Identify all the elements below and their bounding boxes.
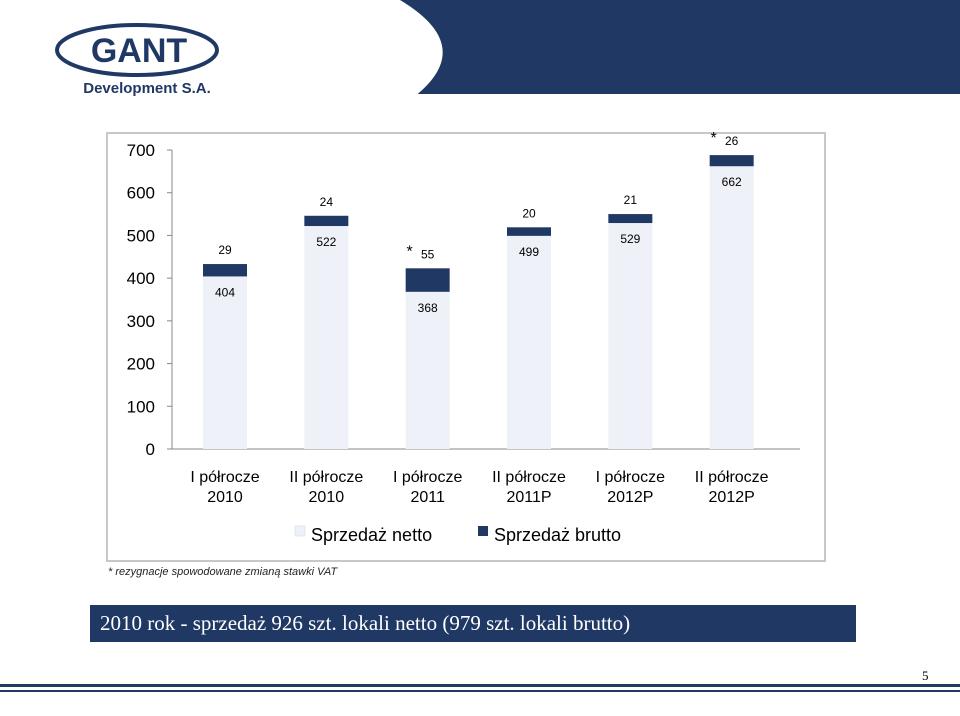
legend-swatch-netto <box>295 526 305 536</box>
y-tick-label: 200 <box>126 354 155 374</box>
bar-brutto <box>608 214 652 223</box>
footer-divider-thin <box>0 690 960 692</box>
x-tick-label-line2: 2010 <box>308 489 345 506</box>
y-tick-label: 0 <box>145 440 155 459</box>
y-tick-label: 100 <box>126 397 155 417</box>
x-tick-label-line1: II półrocze <box>694 469 769 486</box>
footer-divider <box>0 684 960 687</box>
bar-brutto <box>406 268 450 291</box>
logo-main-text: GANT <box>90 32 188 70</box>
summary-banner: 2010 rok - sprzedaż 926 szt. lokali netto (979 szt. lokali brutto) <box>90 605 856 642</box>
data-label-brutto: 29 <box>218 243 232 258</box>
bar-brutto <box>203 264 247 276</box>
y-tick-label: 500 <box>126 226 155 246</box>
x-tick-label-line1: II półrocze <box>492 469 566 486</box>
bar-netto <box>608 223 652 449</box>
data-label-netto: 522 <box>316 235 337 250</box>
x-tick-label-line2: 2011 <box>410 489 445 506</box>
bar-netto <box>406 292 450 449</box>
data-label-brutto: 21 <box>623 193 638 208</box>
footnote: * rezygnacje spowodowane zmianą stawki VAT <box>108 566 338 578</box>
x-tick-label-line1: I półrocze <box>190 469 260 486</box>
data-label-netto: 499 <box>518 244 540 259</box>
x-tick-label-line1: I półrocze <box>595 469 666 486</box>
legend-label-netto: Sprzedaż netto <box>311 525 433 545</box>
y-tick-label: 700 <box>126 141 155 160</box>
x-tick-label-line2: 2010 <box>207 489 243 506</box>
bar-netto <box>203 276 247 449</box>
bar-brutto <box>304 216 348 226</box>
data-label-brutto: 20 <box>522 206 536 221</box>
bar-netto <box>507 236 551 449</box>
bar-brutto <box>710 155 754 166</box>
data-label-netto: 529 <box>620 232 641 247</box>
data-label-brutto: 55 <box>420 247 435 262</box>
y-tick-label: 600 <box>126 183 155 203</box>
bar-netto <box>304 226 348 449</box>
data-label-brutto: 26 <box>724 134 739 149</box>
legend-swatch-brutto <box>478 526 488 536</box>
y-tick-label: 300 <box>126 311 155 331</box>
x-tick-label-line1: II półrocze <box>289 469 364 486</box>
legend-label-brutto: Sprzedaż brutto <box>494 525 622 545</box>
data-label-netto: 368 <box>417 300 438 315</box>
page-title: Półroczna sprzedaż [szt.] <box>560 34 896 67</box>
bar-netto <box>710 166 754 449</box>
bar-brutto <box>507 227 551 236</box>
asterisk-marker: * <box>406 243 413 261</box>
data-label-netto: 404 <box>214 285 236 300</box>
logo-sub-text: Development S.A. <box>83 80 211 97</box>
x-tick-label-line2: 2012P <box>708 489 755 506</box>
page-number: 5 <box>922 668 929 683</box>
asterisk-marker: * <box>710 130 717 148</box>
x-tick-label-line2: 2011P <box>506 489 552 506</box>
y-tick-label: 400 <box>126 269 155 289</box>
x-tick-label-line2: 2012P <box>607 489 654 506</box>
x-tick-label-line1: I półrocze <box>392 469 463 486</box>
data-label-netto: 662 <box>721 175 742 190</box>
data-label-brutto: 24 <box>319 194 334 209</box>
